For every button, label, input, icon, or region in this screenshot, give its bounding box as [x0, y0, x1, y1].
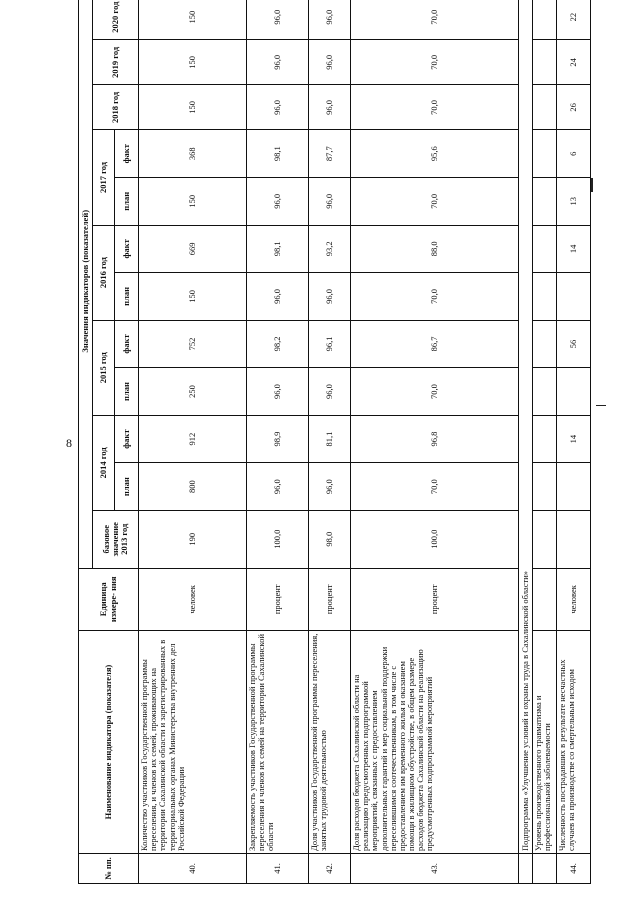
header-fact: факт	[115, 415, 139, 463]
cell-plan-2016: 150	[139, 273, 247, 321]
cell-fact-2017: 368	[139, 130, 247, 178]
cell-base	[557, 510, 591, 568]
cell-2019: 96,0	[247, 40, 309, 85]
header-fact: факт	[115, 130, 139, 178]
cell-plan-2014	[557, 463, 591, 511]
subprogram-title: Подпрограмма «Улучшение условий и охраны труда в Сахалинской области»	[519, 0, 533, 853]
header-2017: 2017 год	[93, 130, 115, 225]
empty-cell	[533, 178, 557, 226]
subprogram-row	[519, 0, 533, 884]
cell-fact-2015: 96,1	[309, 320, 351, 368]
table-row	[557, 0, 591, 884]
cell-plan-2014: 96,0	[309, 463, 351, 511]
cell-2018: 26	[557, 85, 591, 130]
empty-cell	[533, 130, 557, 178]
cell-2018: 96,0	[309, 85, 351, 130]
header-plan: план	[115, 463, 139, 511]
cell-fact-2016: 669	[139, 225, 247, 273]
row-num: 43.	[351, 853, 519, 883]
page-number: 8	[66, 436, 72, 450]
cell-fact-2017: 87,7	[309, 130, 351, 178]
cell-fact-2016: 98,1	[247, 225, 309, 273]
table-row	[351, 0, 519, 884]
empty-cell	[533, 510, 557, 568]
table-row	[309, 0, 351, 884]
cell-plan-2015: 96,0	[309, 368, 351, 416]
header-2020: 2020 год	[93, 0, 139, 40]
empty-cell	[533, 568, 557, 631]
cell-plan-2017: 150	[139, 178, 247, 226]
cell-fact-2015: 752	[139, 320, 247, 368]
row-unit: человек	[139, 568, 247, 631]
cell-2020: 96,0	[247, 0, 309, 40]
cell-plan-2014: 800	[139, 463, 247, 511]
header-name: Наименование индикатора (показателя)	[79, 631, 139, 854]
cell-base: 190	[139, 510, 247, 568]
header-2018: 2018 год	[93, 85, 139, 130]
cell-plan-2017: 13	[557, 178, 591, 226]
cell-fact-2016: 14	[557, 225, 591, 273]
row-unit: человек	[557, 568, 591, 631]
cell-plan-2017: 96,0	[309, 178, 351, 226]
cell-fact-2014: 96,8	[351, 415, 519, 463]
cell-plan-2015: 96,0	[247, 368, 309, 416]
header-values: Значения индикаторов (показателей)	[79, 0, 93, 568]
row-num: 40.	[139, 853, 247, 883]
cell-2020: 150	[139, 0, 247, 40]
cell-fact-2014: 81,1	[309, 415, 351, 463]
header-base: базовое значение 2013 год	[93, 510, 139, 568]
cell-plan-2016	[557, 273, 591, 321]
cell-plan-2017: 96,0	[247, 178, 309, 226]
cell-fact-2016: 88,0	[351, 225, 519, 273]
header-2015: 2015 год	[93, 320, 115, 415]
cell-2019: 150	[139, 40, 247, 85]
cell-2019: 70,0	[351, 40, 519, 85]
header-2016: 2016 год	[93, 225, 115, 320]
empty-cell	[533, 463, 557, 511]
empty-cell	[533, 415, 557, 463]
cell-2020: 96,0	[309, 0, 351, 40]
cell-fact-2017: 6	[557, 130, 591, 178]
indicator-group-row	[533, 0, 557, 884]
cell-fact-2015: 98,2	[247, 320, 309, 368]
empty-cell	[533, 85, 557, 130]
header-num: № пп.	[79, 853, 139, 883]
cell-plan-2017: 70,0	[351, 178, 519, 226]
header-2014: 2014 год	[93, 415, 115, 510]
scan-mark	[596, 405, 606, 406]
row-num: 42.	[309, 853, 351, 883]
cell-fact-2014: 98,9	[247, 415, 309, 463]
cell-2018: 70,0	[351, 85, 519, 130]
cell-base: 98,0	[309, 510, 351, 568]
row-name: Закрепляемость участников Государственной программы переселения и членов их семей на территории Сахалинской области	[247, 631, 309, 854]
cell-plan-2016: 70,0	[351, 273, 519, 321]
empty-cell	[533, 320, 557, 368]
header-fact: факт	[115, 225, 139, 273]
cell-fact-2017: 95,6	[351, 130, 519, 178]
cell-2020: 22	[557, 0, 591, 40]
cell-plan-2014: 96,0	[247, 463, 309, 511]
cell-fact-2014: 14	[557, 415, 591, 463]
empty-cell	[533, 40, 557, 85]
table-row	[247, 0, 309, 884]
cell-plan-2016: 96,0	[309, 273, 351, 321]
header-fact: факт	[115, 320, 139, 368]
header-plan: план	[115, 178, 139, 226]
row-unit: процент	[309, 568, 351, 631]
cell-2018: 96,0	[247, 85, 309, 130]
row-num: 44.	[557, 853, 591, 883]
header-unit: Единица измере- ния	[79, 568, 139, 631]
cell-plan-2016: 96,0	[247, 273, 309, 321]
cell-plan-2015	[557, 368, 591, 416]
row-name: Численность пострадавших в результате несчастных случаев на производстве со смертельным исходом	[557, 631, 591, 854]
cell-plan-2014: 70,0	[351, 463, 519, 511]
header-2019: 2019 год	[93, 40, 139, 85]
rotated-table-container	[78, 0, 640, 884]
cell-base: 100,0	[247, 510, 309, 568]
cell-fact-2015: 86,7	[351, 320, 519, 368]
row-unit: процент	[247, 568, 309, 631]
empty-cell	[533, 368, 557, 416]
cell-2019: 24	[557, 40, 591, 85]
row-name: Количество участников Государственной программы переселения, и членов их семей, проживающих на территории Сахалинской области и зарегистрированных в территориальных органах Министерства внутренних дел Российской Федерации	[139, 631, 247, 854]
empty-cell	[533, 225, 557, 273]
subprogram-num-cell	[519, 853, 533, 883]
group-num-cell	[533, 853, 557, 883]
row-unit: процент	[351, 568, 519, 631]
cell-2020: 70,0	[351, 0, 519, 40]
cell-fact-2014: 912	[139, 415, 247, 463]
cell-fact-2015: 56	[557, 320, 591, 368]
cell-2019: 96,0	[309, 40, 351, 85]
table-row	[139, 0, 247, 884]
scan-mark	[591, 178, 593, 192]
empty-cell	[533, 273, 557, 321]
row-name: Доля расходов бюджета Сахалинской области на реализацию предусмотренных подпрограммой мероприятий, связанных с предоставлением дополнительных гарантий и мер социальной поддержки переселившимся соотечественникам, в том числе с предоставлением им временного жилья и оказанием помощи в жилищном обустройстве, в общем размере расходов бюджета Сахалинской области на реализацию предусмотренных подпрограммой мероприятий	[351, 631, 519, 854]
cell-plan-2015: 70,0	[351, 368, 519, 416]
row-num: 41.	[247, 853, 309, 883]
row-name: Доля участников Государственной программы переселения, занятых трудовой деятельностью	[309, 631, 351, 854]
indicator-group-title: Уровень производственного травматизма и профессиональной заболеваемости	[533, 631, 557, 854]
cell-plan-2015: 250	[139, 368, 247, 416]
cell-2018: 150	[139, 85, 247, 130]
header-plan: план	[115, 273, 139, 321]
cell-base: 100,0	[351, 510, 519, 568]
empty-cell	[533, 0, 557, 40]
header-plan: план	[115, 368, 139, 416]
cell-fact-2017: 98,1	[247, 130, 309, 178]
indicators-table	[78, 0, 591, 884]
cell-fact-2016: 93,2	[309, 225, 351, 273]
